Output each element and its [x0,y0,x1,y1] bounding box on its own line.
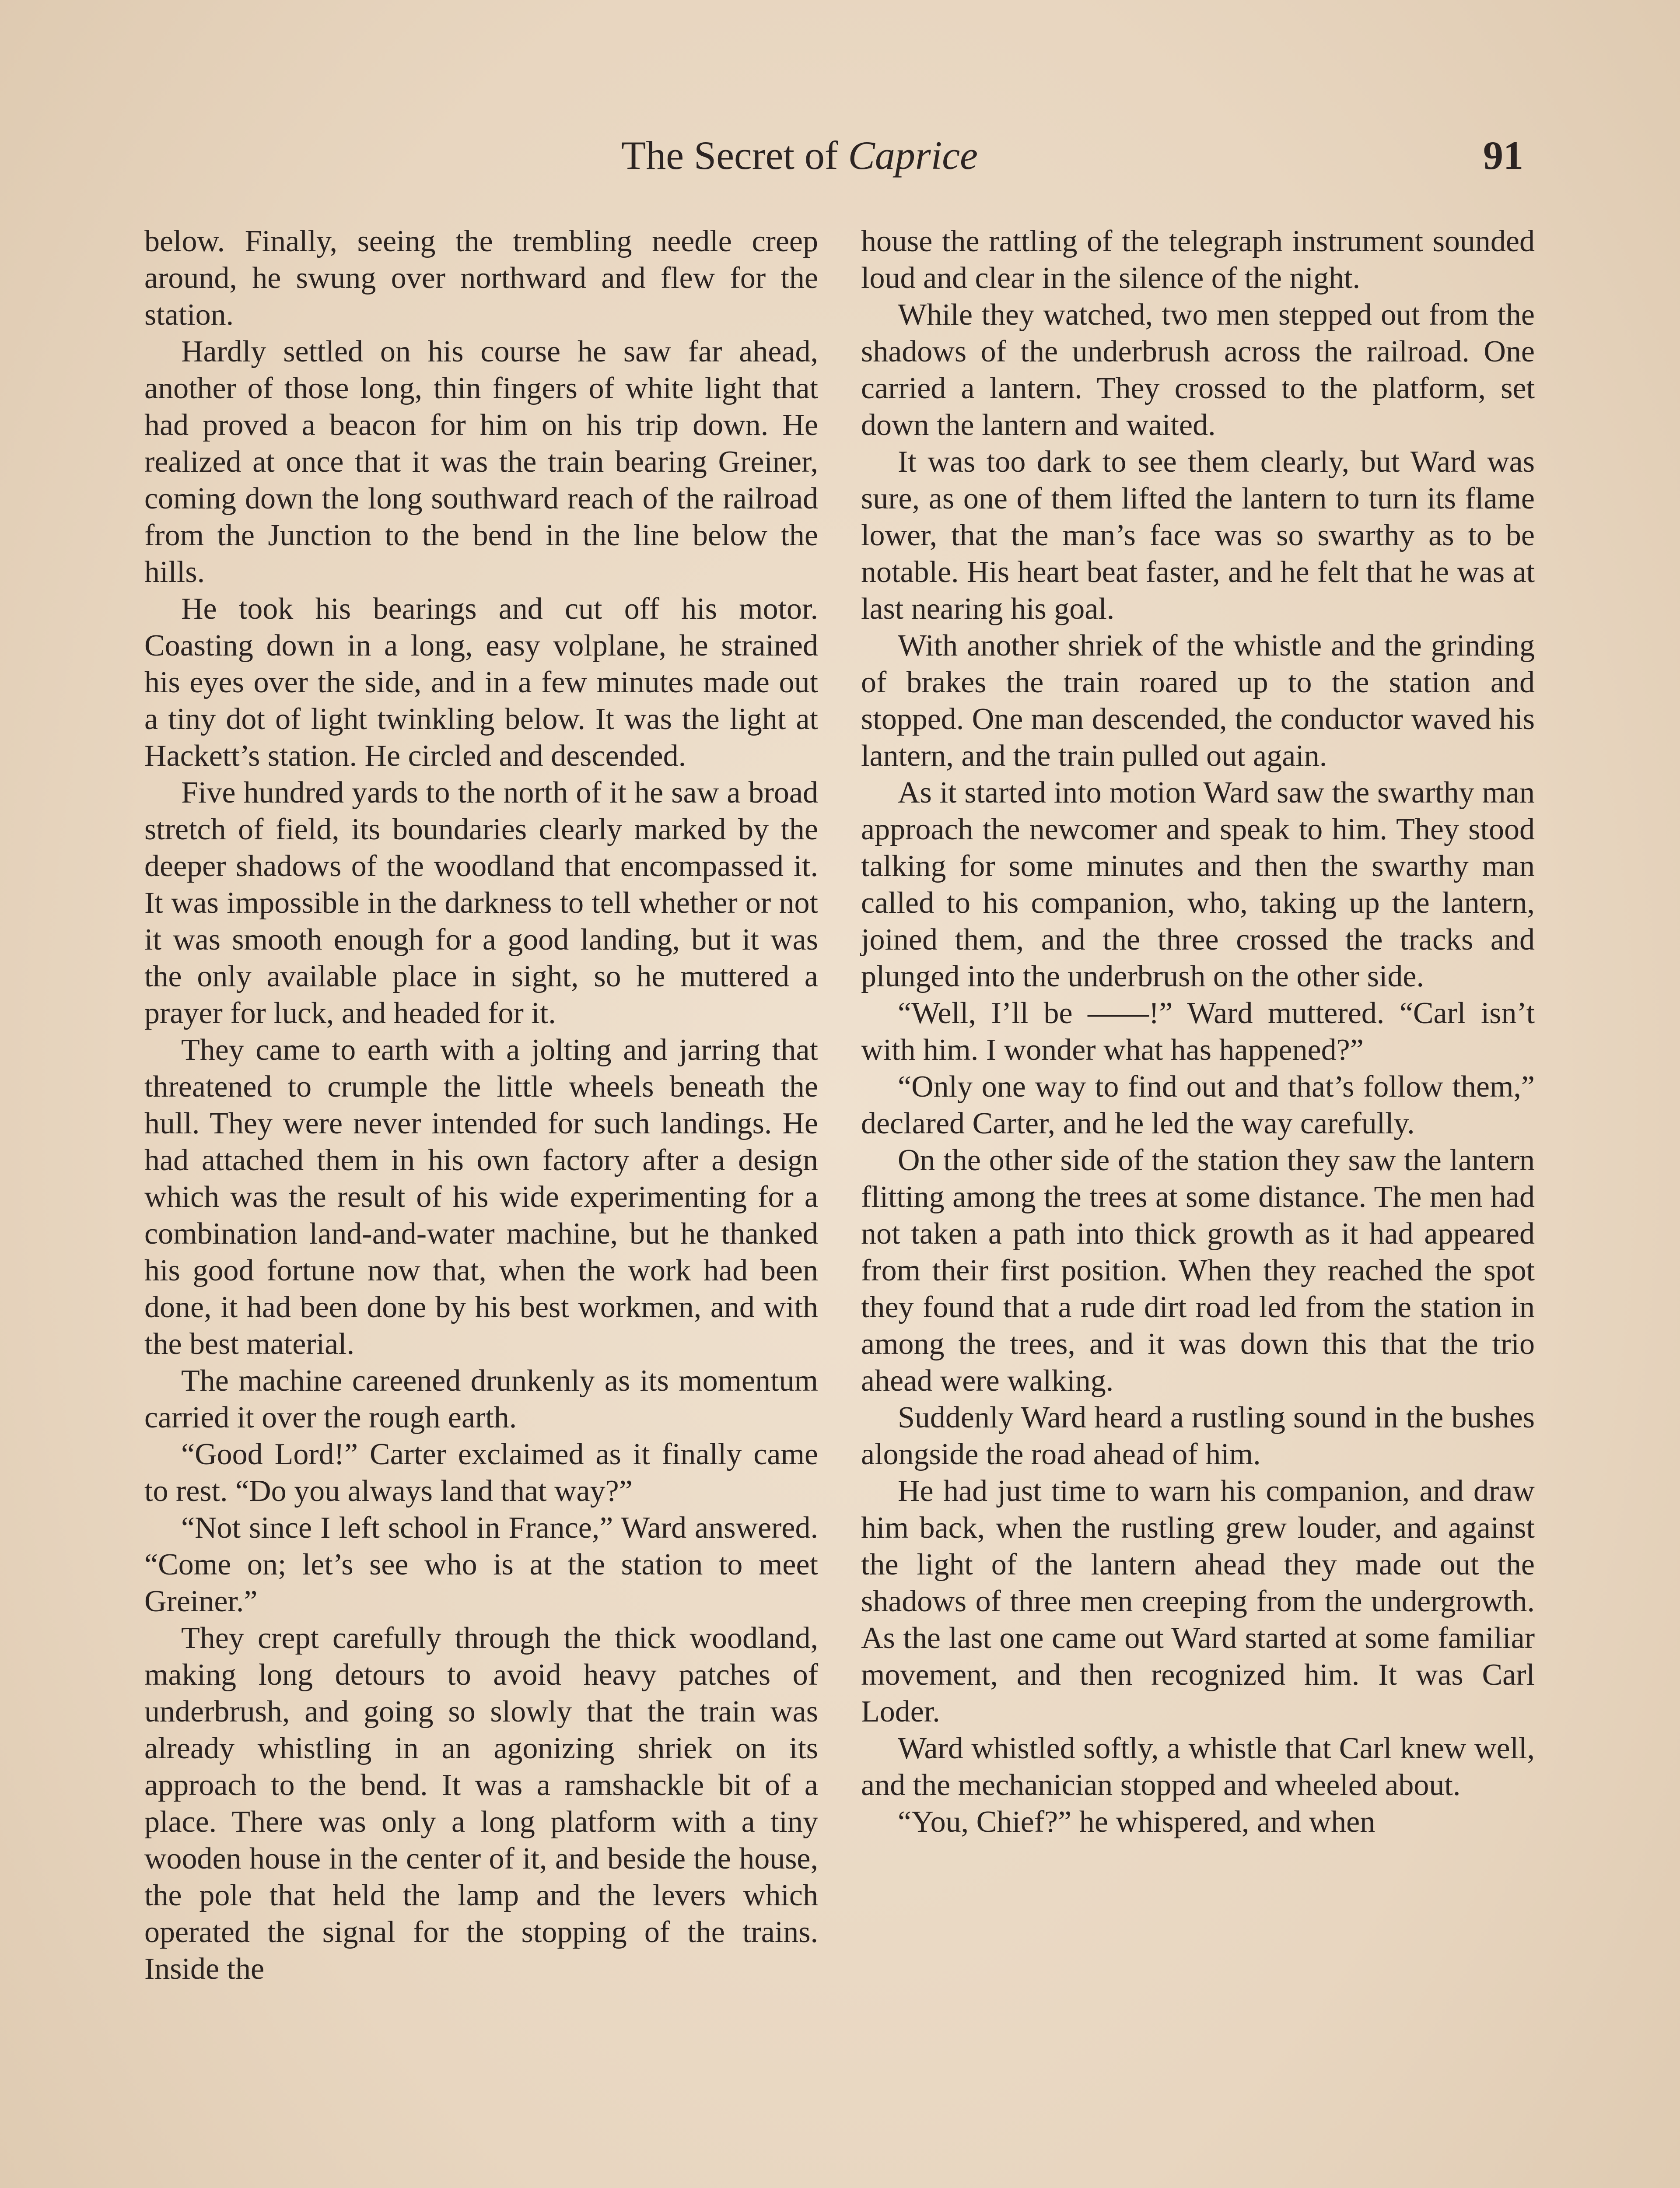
running-title [621,127,978,184]
paragraph: As it started into motion Ward saw the swarthy man approach the newcomer and speak to him. They stood talking for some minutes and then the swarthy man called to his companion, who, taking up the lantern, joined them, and the three crossed the tracks and plunged into the underbrush on the other side. [861,776,1535,993]
paragraph: “Not since I left school in France,” Ward answered. “Come on; let’s see who is at the station to meet Greiner.” [144,1511,818,1618]
left-column [144,223,818,1988]
paragraph: Five hundred yards to the north of it he saw a broad stretch of field, its boundaries clearly marked by the deeper shadows of the woodland that encompassed it. It was impossible in the darkness to tell whether or not it was smooth enough for a good landing, but it was the only available place in sight, so he muttered a prayer for luck, and headed for it. [144,776,818,1030]
paragraph: Suddenly Ward heard a rustling sound in the bushes alongside the road ahead of him. [861,1401,1535,1471]
paragraph: Hardly settled on his course he saw far ahead, another of those long, thin fingers of white light that had proved a beacon for him on his trip down. He realized at once that it was the train bearing Greiner, coming down the long southward reach of the railroad from the Junction to the bend in the line below the hills. [144,335,818,589]
paragraph: “Well, I’ll be ——!” Ward muttered. “Carl isn’t with him. I wonder what has happened?” [861,996,1535,1067]
paragraph: On the other side of the station they saw the lantern flitting among the trees at some distance. The men had not taken a path into thick growth as it had appeared from their first position. When they reached the spot they found that a rude dirt road led from the station in among the trees, and it was down this that the trio ahead were walking. [861,1143,1535,1398]
paragraph: “You, Chief?” he whispered, and when [898,1805,1376,1839]
paragraph: “Only one way to find out and that’s follow them,” declared Carter, and he led the way carefully. [861,1070,1535,1140]
paragraph: It was too dark to see them clearly, but Ward was sure, as one of them lifted the lantern to turn its flame lower, that the man’s face was so swarthy as to be notable. His heart beat faster, and he felt that he was at last nearing his goal. [861,445,1535,626]
paragraph: He had just time to warn his companion, and draw him back, when the rustling grew louder, and against the light of the lantern ahead they made out the shadows of three men creeping from the undergrowth. As the last one came out Ward started at some familiar movement, and then recognized him. It was Carl Loder. [861,1474,1535,1729]
paragraph: The machine careened drunkenly as its momentum carried it over the rough earth. [144,1364,818,1434]
running-header [0,127,1680,184]
page-number: 91 [1483,133,1523,178]
paragraph: below. Finally, seeing the trembling needle creep around, he swung over northward and flew for the station. [144,224,818,332]
paragraph: He took his bearings and cut off his motor. Coasting down in a long, easy volplane, he strained his eyes over the side, and in a few minutes made out a tiny dot of light twinkling below. It was the light at Hackett’s station. He circled and descended. [144,592,818,773]
paragraph: They crept carefully through the thick woodland, making long detours to avoid heavy patches of underbrush, and going so slowly that the train was already whistling in an agonizing shriek on its approach to the bend. It was a ramshackle bit of a place. There was only a long platform with a tiny wooden house in the center of it, and beside the house, the pole that held the lamp and the levers which operated the signal for the stopping of the trains. Inside the [144,1621,818,1986]
paragraph: With another shriek of the whistle and the grinding of brakes the train roared up to the station and stopped. One man descended, the conductor waved his lantern, and the train pulled out again. [861,629,1535,773]
paragraph: They came to earth with a jolting and jarring that threatened to crumple the little wheels beneath the hull. They were never intended for such landings. He had attached them in his own factory after a design which was the result of his wide experimenting for a combination land-and-water machine, but he thanked his good fortune now that, when the work had been done, it had been done by his best workmen, and with the best material. [144,1033,818,1361]
running-title-text: The Secret of [621,133,848,178]
paragraph: While they watched, two men stepped out from the shadows of the underbrush across the railroad. One carried a lantern. They crossed to the platform, set down the lantern and waited. [861,298,1535,442]
running-title-italic: Caprice [848,133,978,178]
paragraph: Ward whistled softly, a whistle that Carl knew well, and the mechanician stopped and wheeled about. [861,1732,1535,1802]
paragraph: house the rattling of the telegraph instrument sounded loud and clear in the silence of the night. [861,224,1535,295]
right-column [861,223,1535,1841]
paragraph: “Good Lord!” Carter exclaimed as it finally came to rest. “Do you always land that way?” [144,1438,818,1508]
